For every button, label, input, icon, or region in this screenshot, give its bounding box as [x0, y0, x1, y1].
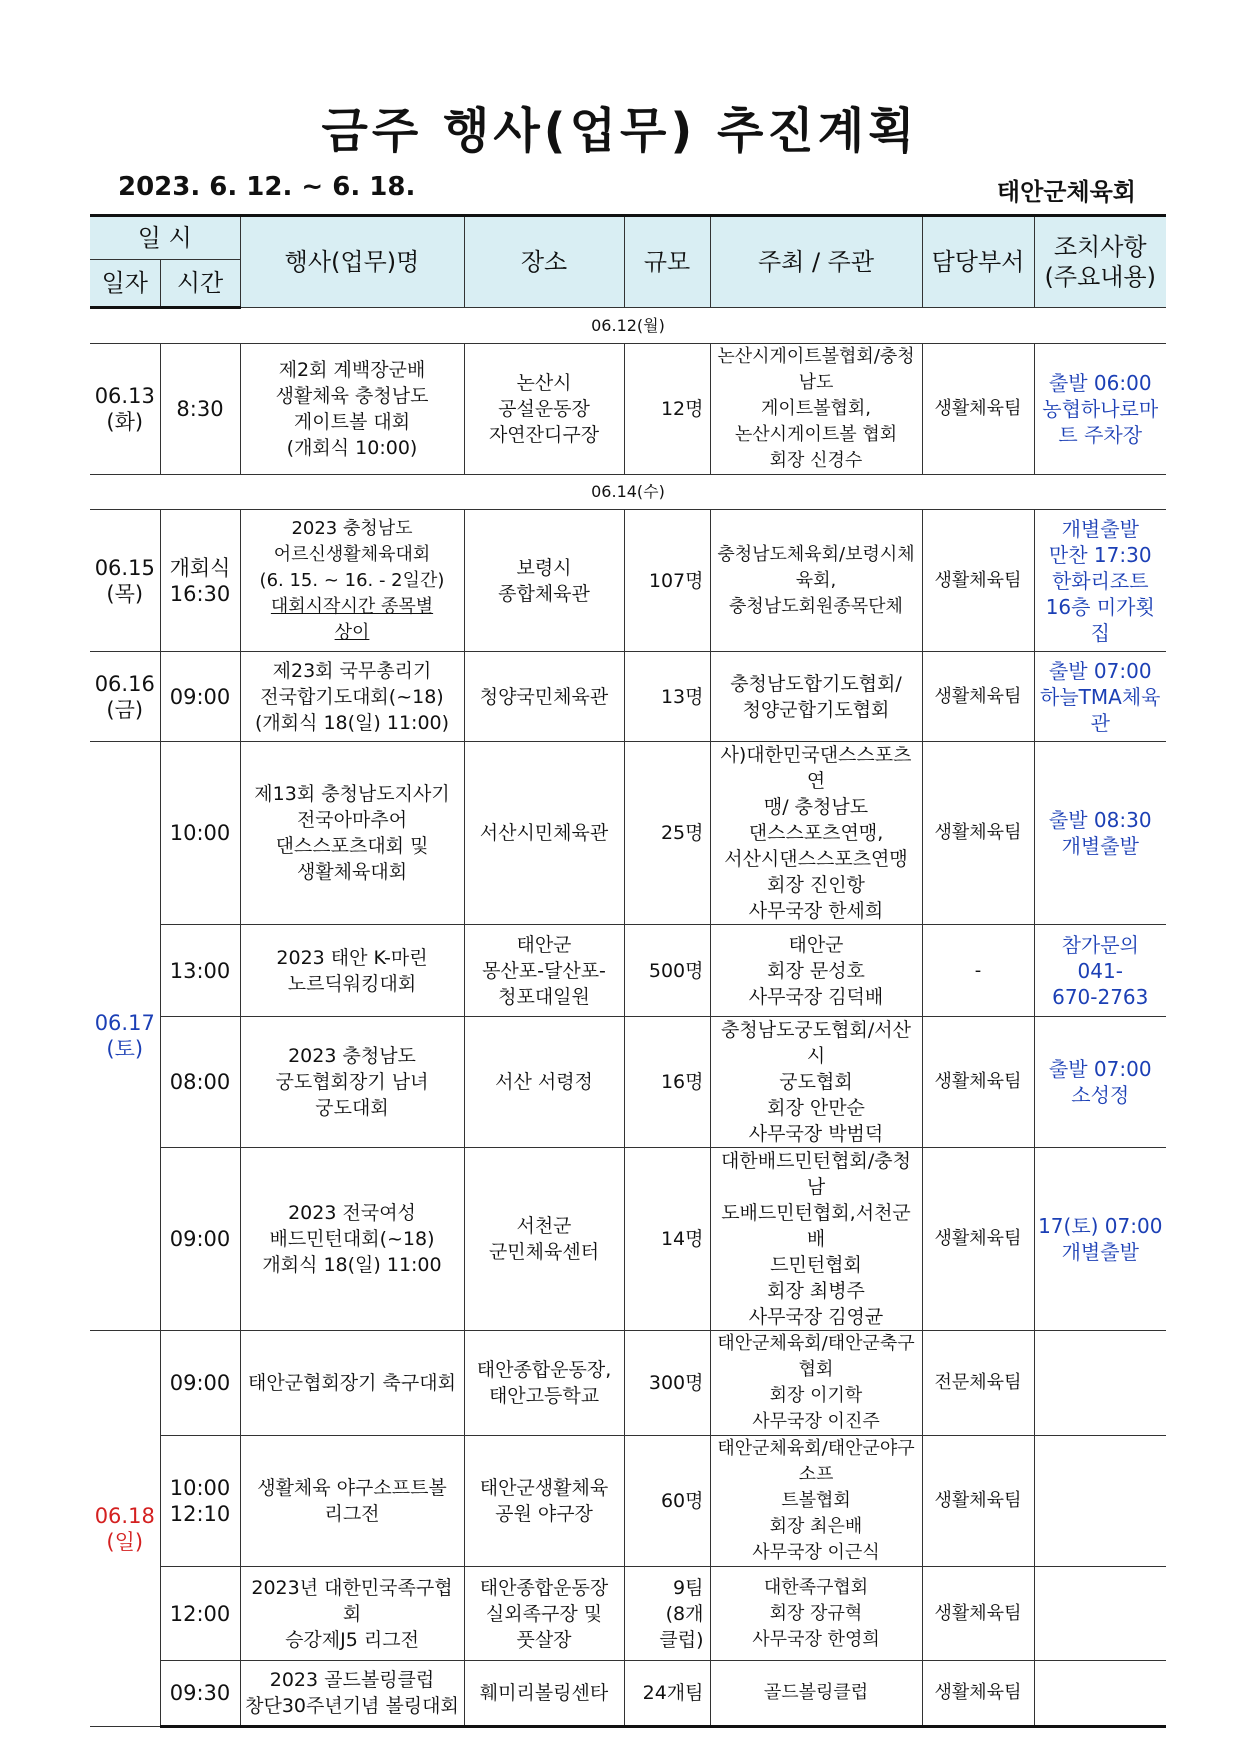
action-cell	[1034, 1567, 1166, 1661]
host-line: 회장 안만순	[767, 1097, 865, 1119]
place-line: 논산시	[516, 372, 572, 394]
time-line: 16:30	[169, 581, 231, 606]
dept-cell: 생활체육팀	[922, 742, 1034, 925]
event-cell	[240, 1661, 464, 1727]
weekday: (화)	[106, 410, 144, 434]
host-line: 충청남도궁도협회/서산시	[721, 1019, 911, 1067]
event-line: 2023 태안 K-마린	[276, 946, 428, 969]
time-cell: 10:00	[160, 742, 240, 925]
event-line: 상이	[334, 621, 370, 643]
weekday: (목)	[106, 581, 144, 606]
action-line: 출발 07:00	[1048, 658, 1152, 683]
action-cell	[1034, 1331, 1166, 1436]
event-cell	[240, 1436, 464, 1567]
host-line: 사무국장 한영희	[752, 1628, 880, 1650]
date: 06.15	[94, 555, 155, 580]
action-line: 농협하나로마	[1042, 397, 1159, 421]
date-cell	[90, 510, 160, 652]
dept-cell: 생활체육팀	[922, 1567, 1034, 1661]
event-line: (6. 15. ~ 16. - 2일간)	[259, 569, 445, 591]
time-cell	[160, 510, 240, 652]
host-cell	[710, 1017, 922, 1148]
table-row	[90, 1331, 1166, 1436]
host-cell	[710, 1567, 922, 1661]
place-cell	[464, 510, 624, 652]
event-cell	[240, 344, 464, 475]
host-line: 대한배드민턴협회/충청남	[721, 1150, 911, 1198]
date-cell	[90, 1331, 160, 1727]
action-line: 출발 07:00	[1048, 1057, 1152, 1081]
place-line: 태안종합운동장	[479, 1576, 609, 1599]
dept-cell: 생활체육팀	[922, 344, 1034, 475]
table-row	[90, 925, 1166, 1017]
table-row	[90, 1567, 1166, 1661]
table-row	[90, 1436, 1166, 1567]
action-cell	[1034, 1017, 1166, 1148]
event-cell: 태안군협회장기 축구대회	[240, 1331, 464, 1436]
dept-cell: 생활체육팀	[922, 1148, 1034, 1331]
time-cell: 09:30	[160, 1661, 240, 1727]
place-line: 태안군	[516, 933, 572, 956]
header-place: 장소	[464, 216, 624, 308]
table-row	[90, 652, 1166, 742]
scale-line: 클럽)	[659, 1628, 704, 1651]
time-cell	[160, 1436, 240, 1567]
place-line: 태안종합운동장,	[476, 1359, 612, 1381]
host-line: 회장 이기학	[769, 1385, 863, 1406]
scale-cell: 24개팀	[624, 1661, 710, 1727]
action-line: 출발 08:30	[1048, 808, 1152, 832]
scale-cell: 107명	[624, 510, 710, 652]
time-cell: 09:00	[160, 1331, 240, 1436]
action-line: 참가문의	[1061, 932, 1139, 957]
place-line: 공원 야구장	[495, 1503, 593, 1525]
time-cell: 12:00	[160, 1567, 240, 1661]
header-event: 행사(업무)명	[240, 216, 464, 308]
event-line: 제2회 계백장군배	[278, 359, 426, 381]
host-cell	[710, 510, 922, 652]
scale-cell: 14명	[624, 1148, 710, 1331]
place-line: 공설운동장	[498, 398, 590, 420]
scale-cell: 60명	[624, 1436, 710, 1567]
host-line: 회장 최은배	[769, 1516, 863, 1537]
place-line: 실외족구장 및	[485, 1602, 603, 1625]
action-cell	[1034, 742, 1166, 925]
host-line: 사무국장 김영균	[748, 1306, 884, 1328]
place-line: 보령시	[516, 556, 572, 579]
place-cell: 서산시민체육관	[464, 742, 624, 925]
place-line: 태안고등학교	[488, 1385, 600, 1407]
scale-cell: 25명	[624, 742, 710, 925]
action-line: 관	[1090, 710, 1110, 735]
event-line: 어르신생활체육대회	[273, 543, 431, 565]
action-line: 하늘TMA체육	[1040, 684, 1161, 709]
host-cell: 골드볼링클럽	[710, 1661, 922, 1727]
host-line: 궁도협회	[779, 1071, 853, 1093]
table-row	[90, 1148, 1166, 1331]
action-cell	[1034, 925, 1166, 1017]
date-cell	[90, 652, 160, 742]
header-action	[1034, 216, 1166, 308]
dept-cell: 생활체육팀	[922, 1017, 1034, 1148]
action-line: 개별출발	[1061, 1240, 1139, 1264]
event-line: 2023 전국여성	[288, 1202, 416, 1224]
event-line: 대회시작시간 종목별	[270, 595, 434, 617]
time-line: 개회식	[169, 555, 231, 580]
host-cell	[710, 1148, 922, 1331]
day-separator: 06.12(월)	[90, 308, 1166, 344]
host-line: 회장 장규혁	[769, 1602, 863, 1624]
date: 06.18	[94, 1503, 155, 1528]
time-cell: 13:00	[160, 925, 240, 1017]
table-row	[90, 510, 1166, 652]
event-line: 생활체육 충청남도	[275, 385, 429, 407]
place-line: 종합체육관	[498, 582, 590, 605]
period-text: 2023. 6. 12. ~ 6. 18.	[118, 172, 416, 202]
host-cell	[710, 1436, 922, 1567]
day-separator: 06.14(수)	[90, 475, 1166, 510]
weekday: (일)	[106, 1529, 144, 1554]
header-action-line: 조치사항	[1053, 233, 1147, 261]
weekday: (금)	[106, 697, 144, 722]
weekday: (토)	[106, 1037, 144, 1061]
header-scale: 규모	[624, 216, 710, 308]
place-line: 자연잔디구장	[488, 424, 600, 446]
event-line: 2023 충청남도	[288, 1045, 416, 1067]
dept-cell: 생활체육팀	[922, 1661, 1034, 1727]
place-line: 태안군생활체육	[479, 1477, 609, 1499]
date: 06.17	[94, 1011, 155, 1035]
event-line: (개회식 18(일) 11:00)	[254, 711, 450, 734]
place-line: 풋살장	[516, 1628, 572, 1651]
host-line: 드민턴협회	[770, 1254, 862, 1276]
place-cell: 훼미리볼링센타	[464, 1661, 624, 1727]
host-line: 서산시댄스스포츠연맹	[724, 848, 908, 870]
event-line: 노르딕워킹대회	[287, 972, 417, 995]
event-line: 리그전	[324, 1503, 380, 1525]
place-cell	[464, 925, 624, 1017]
time-cell: 08:00	[160, 1017, 240, 1148]
action-line: 17(토) 07:00	[1038, 1214, 1163, 1238]
action-line: 한화리조트	[1051, 568, 1149, 593]
place-cell	[464, 1436, 624, 1567]
scale-cell: 300명	[624, 1331, 710, 1436]
action-line: 16층 미가횟집	[1045, 594, 1155, 645]
table-row	[90, 1017, 1166, 1148]
header-action-line: (주요내용)	[1044, 263, 1156, 291]
date-cell	[90, 344, 160, 475]
action-cell	[1034, 1661, 1166, 1727]
action-line: 041-	[1077, 958, 1123, 983]
scale-cell	[624, 1567, 710, 1661]
place-cell: 청양국민체육관	[464, 652, 624, 742]
event-line: 궁도협회장기 남녀	[275, 1071, 429, 1093]
header-host: 주최 / 주관	[710, 216, 922, 308]
host-line: 사무국장 김덕배	[748, 985, 884, 1008]
host-line: 게이트볼협회,	[760, 398, 872, 419]
table-row	[90, 344, 1166, 475]
scale-cell: 16명	[624, 1017, 710, 1148]
action-line: 개별출발	[1061, 834, 1139, 858]
dept-cell: 생활체육팀	[922, 510, 1034, 652]
scale-cell: 500명	[624, 925, 710, 1017]
table-row	[90, 742, 1166, 925]
host-cell	[710, 742, 922, 925]
host-cell	[710, 1331, 922, 1436]
host-line: 태안군체육회/태안군축구협회	[717, 1333, 915, 1380]
event-cell	[240, 1148, 464, 1331]
event-line: 2023 골드볼링클럽	[269, 1669, 435, 1691]
host-line: 논산시게이트볼협회/충청남도	[717, 346, 915, 393]
time-line: 12:10	[169, 1502, 231, 1526]
event-cell	[240, 925, 464, 1017]
host-line: 충청남도합기도협회/	[730, 672, 902, 695]
host-line: 청양군합기도협회	[742, 698, 890, 721]
event-line: 개회식 18(일) 11:00	[262, 1254, 442, 1276]
scale-cell: 12명	[624, 344, 710, 475]
dept-cell: -	[922, 925, 1034, 1017]
organization-name: 태안군체육회	[996, 178, 1136, 206]
host-line: 회장 진인항	[767, 874, 865, 896]
host-line: 태안군	[788, 933, 844, 956]
place-cell	[464, 1148, 624, 1331]
host-cell	[710, 652, 922, 742]
host-line: 회장 최병주	[767, 1280, 865, 1302]
host-line: 태안군체육회/태안군야구소프	[717, 1438, 915, 1485]
event-line: 2023년 대한민국족구협회	[251, 1576, 453, 1625]
scale-line: 9팀	[673, 1576, 704, 1599]
event-line: 궁도대회	[315, 1097, 389, 1119]
host-line: 도배드민턴협회,서천군배	[721, 1202, 911, 1250]
schedule-table	[90, 214, 1166, 1728]
header-date: 일자	[90, 260, 160, 308]
host-line: 대한족구협회	[763, 1576, 869, 1598]
host-line: 사무국장 이진주	[752, 1411, 880, 1432]
event-line: 제23회 국무총리기	[272, 659, 432, 682]
place-line: 청포대일원	[498, 985, 590, 1008]
header-dept: 담당부서	[922, 216, 1034, 308]
action-cell	[1034, 510, 1166, 652]
event-line: 생활체육대회	[296, 861, 408, 883]
event-line: 배드민턴대회(~18)	[269, 1228, 435, 1250]
scale-cell: 13명	[624, 652, 710, 742]
dept-cell: 전문체육팀	[922, 1331, 1034, 1436]
event-line: 창단30주년기념 볼링대회	[245, 1695, 459, 1717]
header-time: 시간	[160, 260, 240, 308]
place-cell	[464, 1331, 624, 1436]
action-cell	[1034, 344, 1166, 475]
host-line: 트볼협회	[781, 1490, 851, 1511]
action-line: 소성정	[1071, 1083, 1130, 1107]
place-line: 몽산포-달산포-	[482, 959, 606, 982]
place-cell	[464, 344, 624, 475]
time-line: 10:00	[169, 1476, 231, 1500]
place-line: 군민체육센터	[488, 1241, 600, 1263]
host-line: 사무국장 박범덕	[748, 1123, 884, 1145]
host-line: 사)대한민국댄스스포츠연	[720, 744, 912, 792]
host-line: 댄스스포츠연맹,	[748, 822, 884, 844]
event-line: 2023 충청남도	[291, 517, 413, 539]
host-line: 충청남도체육회/보령시체육회,	[717, 543, 915, 591]
host-line: 맹/ 충청남도	[763, 796, 869, 818]
dept-cell: 생활체육팀	[922, 1436, 1034, 1567]
host-line: 회장 문성호	[767, 959, 865, 982]
event-cell	[240, 510, 464, 652]
page-title: 금주 행사(업무) 추진계획	[321, 103, 919, 159]
event-cell	[240, 1567, 464, 1661]
event-line: 생활체육 야구소프트볼	[257, 1477, 447, 1499]
event-line: 전국합기도대회(~18)	[260, 685, 444, 708]
dept-cell: 생활체육팀	[922, 652, 1034, 742]
place-cell: 서산 서령정	[464, 1017, 624, 1148]
host-line: 사무국장 이근식	[752, 1542, 880, 1563]
time-cell: 09:00	[160, 1148, 240, 1331]
event-line: 게이트볼 대회	[293, 411, 411, 433]
date: 06.13	[94, 384, 155, 408]
action-cell	[1034, 1436, 1166, 1567]
time-cell: 8:30	[160, 344, 240, 475]
host-cell	[710, 344, 922, 475]
event-line: 댄스스포츠대회 및	[275, 835, 429, 857]
host-line: 사무국장 한세희	[748, 900, 884, 922]
host-line: 논산시게이트볼 협회	[734, 424, 898, 445]
date: 06.16	[94, 671, 155, 696]
host-line: 충청남도회원종목단체	[729, 595, 903, 617]
scale-line: (8개	[665, 1602, 704, 1625]
event-cell	[240, 742, 464, 925]
time-cell: 09:00	[160, 652, 240, 742]
action-cell	[1034, 1148, 1166, 1331]
event-cell	[240, 652, 464, 742]
action-line: 만찬 17:30	[1048, 542, 1152, 567]
host-line: 회장 신경수	[769, 450, 863, 471]
action-line: 개별출발	[1061, 516, 1139, 541]
action-line: 670-2763	[1052, 984, 1149, 1009]
place-cell	[464, 1567, 624, 1661]
event-line: (개회식 10:00)	[286, 437, 418, 459]
action-line: 트 주차장	[1058, 423, 1143, 447]
table-row	[90, 1661, 1166, 1727]
action-cell	[1034, 652, 1166, 742]
action-line: 출발 06:00	[1048, 371, 1152, 395]
header-datetime: 일 시	[90, 216, 240, 260]
event-line: 제13회 충청남도지사기	[254, 783, 450, 805]
event-cell	[240, 1017, 464, 1148]
place-line: 서천군	[516, 1215, 572, 1237]
event-line: 전국아마추어	[296, 809, 408, 831]
host-cell	[710, 925, 922, 1017]
date-cell	[90, 742, 160, 1331]
event-line: 승강제J5 리그전	[285, 1628, 419, 1651]
